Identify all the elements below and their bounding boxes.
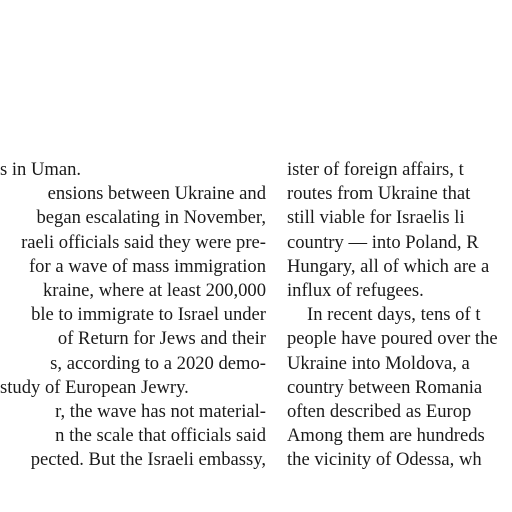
text-line: for a wave of mass immigration: [28, 255, 266, 277]
text-line: often described as Europ: [287, 400, 472, 422]
text-line: pected. But the Israeli embassy,: [30, 449, 266, 471]
text-line: began escalating in November,: [36, 207, 266, 229]
text-line: country — into Poland, R: [287, 231, 479, 253]
text-line: still viable for Israelis li: [287, 207, 465, 229]
text-line: routes from Ukraine that: [287, 183, 471, 205]
text-line: country between Romania: [287, 376, 483, 398]
text-line: In recent days, tens of t: [307, 304, 481, 326]
text-line: people have poured over the: [287, 328, 498, 350]
text-line: Ukraine into Moldova, a: [287, 352, 470, 374]
text-line: of Return for Jews and their: [57, 328, 266, 350]
text-line: r, the wave has not material-: [55, 400, 266, 422]
text-line: Among them are hundreds: [287, 425, 485, 447]
text-line: ensions between Ukraine and: [47, 183, 266, 205]
text-line: raeli officials said they were pre-: [21, 231, 266, 253]
article-column-left: [0, 158, 266, 472]
text-line: kraine, where at least 200,000: [42, 279, 266, 301]
text-line: ble to immigrate to Israel under: [31, 304, 266, 326]
text-line: study of European Jewry.: [0, 376, 189, 398]
text-line: n the scale that officials said: [55, 425, 266, 447]
text-line: s in Uman.: [0, 159, 82, 180]
text-line: s, according to a 2020 demo-: [50, 352, 266, 374]
text-line: influx of refugees.: [287, 279, 424, 301]
text-line: the vicinity of Odessa, wh: [287, 449, 482, 471]
article-column-right: [287, 158, 512, 472]
text-line: ister of foreign affairs, t: [287, 159, 464, 180]
text-line: Hungary, all of which are a: [287, 255, 490, 277]
